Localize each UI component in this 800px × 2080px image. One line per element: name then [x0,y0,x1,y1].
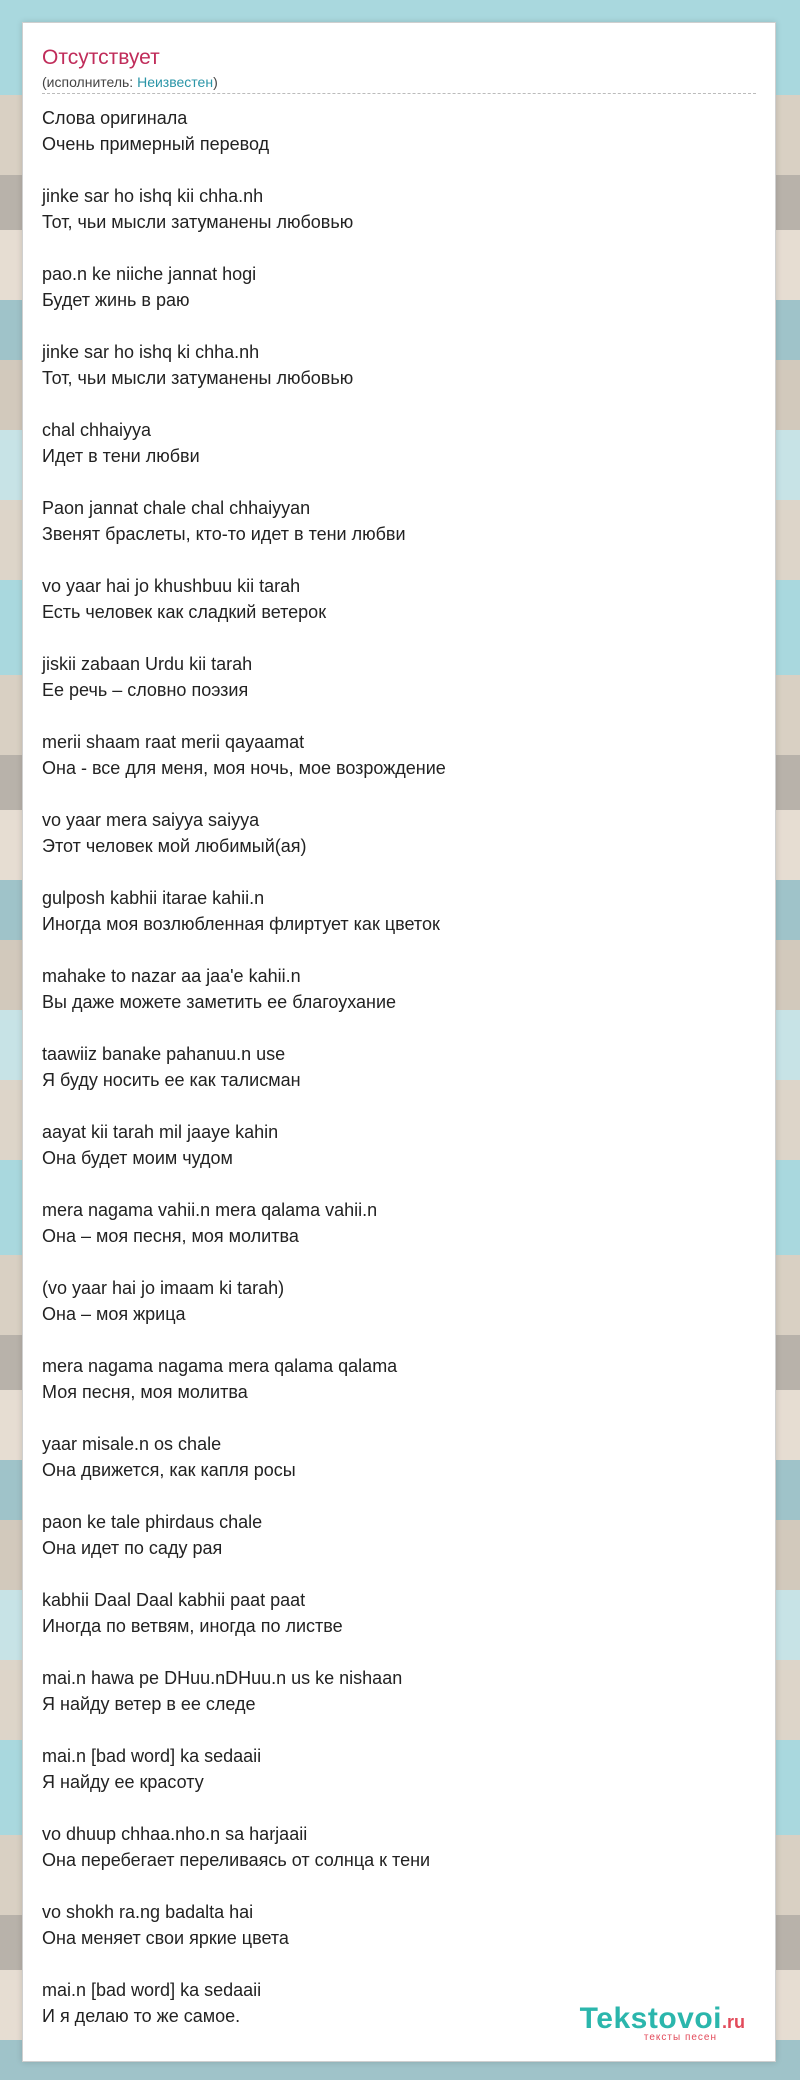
translation-line: Она перебегает переливаясь от солнца к тени [42,1850,431,1870]
lyric-pair [42,183,756,235]
original-line: merii shaam raat merii qayaamat [42,732,305,752]
lyric-pair [42,1665,756,1717]
original-line: mera nagama vahii.n mera qalama vahii.n [42,1200,378,1220]
original-line: mai.n hawa pe DHuu.nDHuu.n us ke nishaan [42,1668,403,1688]
translation-line: Тот, чьи мысли затуманены любовью [42,212,354,232]
translation-line: Она - все для меня, моя ночь, мое возрождение [42,758,446,778]
lyric-pair [42,807,756,859]
original-line: gulposh kabhii itarae kahii.n [42,888,265,908]
translation-line: Она – моя жрица [42,1304,186,1324]
lyric-pair [42,495,756,547]
lyric-pair [42,885,756,937]
translation-line: Она движется, как капля росы [42,1460,296,1480]
translation-line: Она идет по саду рая [42,1538,223,1558]
original-line: jinke sar ho ishq ki chha.nh [42,342,260,362]
lyric-pair [42,1353,756,1405]
lyric-pair [42,105,756,157]
song-header [42,45,756,91]
artist-link[interactable]: Неизвестен [137,74,214,90]
original-line: kabhii Daal Daal kabhii paat paat [42,1590,306,1610]
lyric-pair [42,261,756,313]
original-line: mai.n [bad word] ka sedaaii [42,1746,262,1766]
translation-line: Моя песня, моя молитва [42,1382,248,1402]
site-logo[interactable] [580,2004,745,2043]
lyric-pair [42,651,756,703]
lyric-pair [42,963,756,1015]
translation-line: Звенят браслеты, кто-то идет в тени любви [42,524,406,544]
translation-line: Она – моя песня, моя молитва [42,1226,299,1246]
original-line: mai.n [bad word] ka sedaaii [42,1980,262,2000]
lyric-pair [42,1743,756,1795]
lyric-pair [42,339,756,391]
lyric-pair [42,1041,756,1093]
original-line: Слова оригинала [42,108,188,128]
translation-line: Идет в тени любви [42,446,200,466]
original-line: jinke sar ho ishq kii chha.nh [42,186,264,206]
translation-line: Будет жинь в раю [42,290,190,310]
artist-prefix: (исполнитель: [42,74,138,90]
original-line: taawiiz banake pahanuu.n use [42,1044,286,1064]
header-divider [42,93,756,94]
translation-line: Я буду носить ее как талисман [42,1070,301,1090]
translation-line: Есть человек как сладкий ветерок [42,602,327,622]
original-line: (vo yaar hai jo imaam ki tarah) [42,1278,285,1298]
lyrics-body [42,105,756,2055]
translation-line: И я делаю то же самое. [42,2006,241,2026]
translation-line: Она меняет свои яркие цвета [42,1928,289,1948]
original-line: vo yaar hai jo khushbuu kii tarah [42,576,301,596]
original-line: mera nagama nagama mera qalama qalama [42,1356,398,1376]
logo-tld: .ru [721,2012,745,2032]
original-line: vo dhuup chhaa.nho.n sa harjaaii [42,1824,308,1844]
translation-line: Этот человек мой любимый(ая) [42,836,307,856]
translation-line: Иногда по ветвям, иногда по листве [42,1616,343,1636]
logo-name: Tekstovoi [579,2002,722,2035]
lyrics-card [22,22,776,2062]
original-line: paon ke tale phirdaus chale [42,1512,263,1532]
translation-line: Иногда моя возлюбленная флиртует как цветок [42,914,440,934]
translation-line: Тот, чьи мысли затуманены любовью [42,368,354,388]
original-line: pao.n ke niiche jannat hogi [42,264,257,284]
lyric-pair [42,1275,756,1327]
song-title: Отсутствует [42,46,160,69]
original-line: Paon jannat chale chal chhaiyyan [42,498,311,518]
translation-line: Она будет моим чудом [42,1148,233,1168]
artist-suffix: ) [213,74,218,90]
lyric-pair [42,729,756,781]
original-line: jiskii zabaan Urdu kii tarah [42,654,253,674]
original-line: chal chhaiyya [42,420,152,440]
lyric-pair [42,1587,756,1639]
lyric-pair [42,1119,756,1171]
original-line: vo shokh ra.ng badalta hai [42,1902,254,1922]
translation-line: Я найду ее красоту [42,1772,204,1792]
translation-line: Я найду ветер в ее следе [42,1694,256,1714]
original-line: vo yaar mera saiyya saiyya [42,810,260,830]
logo-tagline: тексты песен [643,2032,717,2043]
original-line: mahake to nazar aa jaa'e kahii.n [42,966,301,986]
original-line: yaar misale.n os chale [42,1434,222,1454]
translation-line: Ее речь – словно поэзия [42,680,249,700]
lyric-pair [42,573,756,625]
lyric-pair [42,1899,756,1951]
lyric-pair [42,1821,756,1873]
lyric-pair [42,1509,756,1561]
original-line: aayat kii tarah mil jaaye kahin [42,1122,279,1142]
translation-line: Вы даже можете заметить ее благоухание [42,992,397,1012]
artist-line [42,73,756,91]
lyric-pair [42,1197,756,1249]
translation-line: Очень примерный перевод [42,134,270,154]
lyric-pair [42,1431,756,1483]
lyric-pair [42,417,756,469]
